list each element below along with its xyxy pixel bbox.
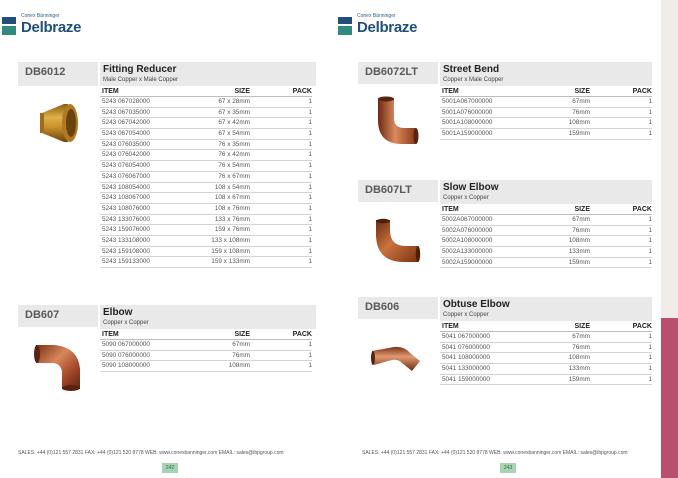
cell-size: 67 x 35mm bbox=[218, 108, 250, 116]
cell-item: 5243 133108000 bbox=[102, 236, 150, 244]
table-header bbox=[440, 205, 652, 215]
product-table bbox=[440, 205, 652, 268]
table-row bbox=[100, 161, 312, 172]
product-subtitle: Copper x Male Copper bbox=[443, 77, 504, 83]
cell-pack: 1 bbox=[648, 216, 652, 223]
cell-pack: 1 bbox=[648, 130, 652, 138]
cell-item: 5090 067000000 bbox=[102, 341, 150, 348]
table-row bbox=[100, 247, 312, 258]
cell-pack: 1 bbox=[308, 130, 312, 138]
col-pack: PACK bbox=[632, 323, 652, 330]
cell-size: 76mm bbox=[572, 226, 590, 234]
cell-item: 5243 108054000 bbox=[102, 183, 150, 191]
table-row bbox=[440, 375, 652, 386]
product-header bbox=[100, 62, 316, 86]
product-table bbox=[440, 87, 652, 140]
col-size: SIZE bbox=[234, 331, 250, 338]
table-row bbox=[440, 236, 652, 247]
cell-item: 5001A108000000 bbox=[442, 119, 493, 127]
table-row bbox=[100, 150, 312, 161]
cell-size: 133 x 76mm bbox=[214, 215, 250, 223]
cell-item: 5243 133076000 bbox=[102, 215, 150, 223]
cell-item: 5243 067035000 bbox=[102, 108, 150, 116]
product-header bbox=[100, 305, 316, 329]
page-number: 243 bbox=[500, 463, 516, 473]
cell-pack: 1 bbox=[648, 248, 652, 256]
table-row bbox=[100, 215, 312, 226]
brand-name: Delbraze bbox=[21, 19, 82, 36]
cell-size: 108 x 67mm bbox=[214, 194, 250, 202]
cell-item: 5001A159000000 bbox=[442, 130, 493, 138]
table-row bbox=[100, 118, 312, 129]
table-row bbox=[100, 351, 312, 362]
cell-pack: 1 bbox=[308, 362, 312, 370]
product-code: DB607 bbox=[18, 305, 98, 327]
cell-size: 67mm bbox=[572, 216, 590, 223]
cell-pack: 1 bbox=[308, 258, 312, 266]
product-subtitle: Copper x Copper bbox=[443, 195, 489, 201]
brand-logo bbox=[2, 14, 81, 35]
cell-pack: 1 bbox=[308, 194, 312, 202]
cell-item: 5243 108067000 bbox=[102, 194, 150, 202]
cell-pack: 1 bbox=[308, 351, 312, 359]
cell-pack: 1 bbox=[308, 215, 312, 223]
cell-item: 5243 067042000 bbox=[102, 119, 150, 127]
cell-pack: 1 bbox=[648, 258, 652, 266]
table-header bbox=[100, 330, 312, 340]
cell-item: 5243 076067000 bbox=[102, 172, 150, 180]
page-number: 242 bbox=[162, 463, 178, 473]
cell-size: 108mm bbox=[568, 237, 590, 245]
table-row bbox=[100, 257, 312, 268]
cell-pack: 1 bbox=[648, 333, 652, 340]
table-row bbox=[100, 193, 312, 204]
table-row bbox=[100, 183, 312, 194]
table-row bbox=[440, 364, 652, 375]
cell-pack: 1 bbox=[648, 98, 652, 105]
product-subtitle: Male Copper x Male Copper bbox=[103, 77, 179, 83]
street-bend-image bbox=[370, 96, 420, 148]
product-subtitle: Copper x Copper bbox=[103, 320, 149, 326]
col-size: SIZE bbox=[574, 88, 590, 95]
elbow-fitting-image bbox=[32, 339, 86, 393]
product-header bbox=[440, 62, 652, 86]
cell-item: 5243 076042000 bbox=[102, 151, 150, 159]
cell-pack: 1 bbox=[648, 375, 652, 383]
table-row bbox=[440, 118, 652, 129]
product-header bbox=[440, 297, 652, 321]
table-row bbox=[100, 225, 312, 236]
cell-item: 5002A108000000 bbox=[442, 237, 493, 245]
cell-item: 5090 108000000 bbox=[102, 362, 150, 370]
footer-contact: SALES: +44 (0)121 557 2831 FAX: +44 (0)121 520 8778 WEB: www.conexbanninger.com EMAIL: sales@ibpgroup.com bbox=[18, 450, 284, 456]
cell-item: 5243 067028000 bbox=[102, 98, 150, 105]
table-row bbox=[440, 97, 652, 108]
cell-item: 5041 133000000 bbox=[442, 365, 490, 373]
product-code: DB6072LT bbox=[358, 62, 438, 84]
cell-pack: 1 bbox=[308, 151, 312, 159]
col-pack: PACK bbox=[292, 88, 312, 95]
obtuse-elbow-image bbox=[370, 343, 422, 373]
table-row bbox=[100, 204, 312, 215]
cell-item: 5243 159108000 bbox=[102, 247, 150, 255]
cell-size: 67 x 28mm bbox=[218, 98, 250, 105]
col-size: SIZE bbox=[234, 88, 250, 95]
cell-size: 108mm bbox=[568, 119, 590, 127]
cell-pack: 1 bbox=[308, 204, 312, 212]
table-row bbox=[100, 140, 312, 151]
cell-size: 159mm bbox=[568, 130, 590, 138]
cell-size: 67 x 54mm bbox=[218, 130, 250, 138]
col-item: ITEM bbox=[102, 331, 119, 338]
product-title: Obtuse Elbow bbox=[443, 299, 510, 310]
cell-size: 76 x 54mm bbox=[218, 162, 250, 170]
cell-size: 159mm bbox=[568, 375, 590, 383]
cell-pack: 1 bbox=[308, 226, 312, 234]
cell-size: 67mm bbox=[572, 98, 590, 105]
table-row bbox=[440, 332, 652, 343]
cell-item: 5243 159076000 bbox=[102, 226, 150, 234]
cell-pack: 1 bbox=[308, 140, 312, 148]
cell-size: 67mm bbox=[572, 333, 590, 340]
cell-pack: 1 bbox=[308, 172, 312, 180]
cell-size: 159 x 133mm bbox=[211, 258, 250, 266]
cell-size: 159 x 108mm bbox=[211, 247, 250, 255]
table-row bbox=[440, 108, 652, 119]
slow-elbow-image bbox=[372, 216, 422, 266]
cell-size: 76 x 35mm bbox=[218, 140, 250, 148]
footer-contact: SALES: +44 (0)121 557 2831 FAX: +44 (0)121 520 8778 WEB: www.conexbanninger.com EMAIL: sales@ibpgroup.com bbox=[362, 450, 628, 456]
cell-item: 5243 076054000 bbox=[102, 162, 150, 170]
col-item: ITEM bbox=[442, 88, 459, 95]
col-size: SIZE bbox=[574, 206, 590, 213]
cell-pack: 1 bbox=[648, 365, 652, 373]
table-row bbox=[100, 97, 312, 108]
product-code: DB607LT bbox=[358, 180, 438, 202]
product-title: Elbow bbox=[103, 307, 133, 318]
cell-size: 133mm bbox=[568, 365, 590, 373]
table-row bbox=[100, 172, 312, 183]
table-header bbox=[440, 87, 652, 97]
table-row bbox=[100, 236, 312, 247]
reducer-fitting-image bbox=[38, 100, 86, 146]
cell-item: 5002A133000000 bbox=[442, 248, 493, 256]
cell-item: 5002A067000000 bbox=[442, 216, 493, 223]
cell-size: 108mm bbox=[568, 354, 590, 362]
table-row bbox=[440, 129, 652, 140]
cell-size: 159mm bbox=[568, 258, 590, 266]
cell-size: 76mm bbox=[572, 108, 590, 116]
cell-item: 5041 067000000 bbox=[442, 333, 490, 340]
cell-item: 5041 076000000 bbox=[442, 343, 490, 351]
col-item: ITEM bbox=[442, 323, 459, 330]
cell-pack: 1 bbox=[308, 98, 312, 105]
cell-size: 133mm bbox=[568, 248, 590, 256]
cell-item: 5002A159000000 bbox=[442, 258, 493, 266]
table-row bbox=[440, 247, 652, 258]
cell-pack: 1 bbox=[308, 162, 312, 170]
table-row bbox=[440, 343, 652, 354]
col-pack: PACK bbox=[292, 331, 312, 338]
cell-pack: 1 bbox=[308, 183, 312, 191]
cell-item: 5001A067000000 bbox=[442, 98, 493, 105]
table-row bbox=[440, 258, 652, 269]
cell-item: 5041 108000000 bbox=[442, 354, 490, 362]
cell-pack: 1 bbox=[308, 236, 312, 244]
table-row bbox=[100, 129, 312, 140]
product-title: Slow Elbow bbox=[443, 182, 499, 193]
cell-item: 5002A076000000 bbox=[442, 226, 493, 234]
cell-item: 5090 076000000 bbox=[102, 351, 150, 359]
brand-logo bbox=[338, 14, 417, 35]
product-code: DB606 bbox=[358, 297, 438, 319]
cell-pack: 1 bbox=[648, 119, 652, 127]
product-table bbox=[440, 322, 652, 385]
table-row bbox=[440, 215, 652, 226]
cell-size: 159 x 76mm bbox=[214, 226, 250, 234]
table-header bbox=[100, 87, 312, 97]
cell-size: 108 x 54mm bbox=[214, 183, 250, 191]
cell-size: 133 x 108mm bbox=[211, 236, 250, 244]
table-header bbox=[440, 322, 652, 332]
table-row bbox=[100, 340, 312, 351]
table-row bbox=[100, 361, 312, 372]
cell-pack: 1 bbox=[308, 341, 312, 348]
cell-size: 76 x 42mm bbox=[218, 151, 250, 159]
product-title: Street Bend bbox=[443, 64, 500, 75]
col-size: SIZE bbox=[574, 323, 590, 330]
cell-pack: 1 bbox=[648, 237, 652, 245]
cell-item: 5243 076035000 bbox=[102, 140, 150, 148]
cell-size: 76 x 67mm bbox=[218, 172, 250, 180]
cell-pack: 1 bbox=[648, 354, 652, 362]
cell-pack: 1 bbox=[648, 108, 652, 116]
col-pack: PACK bbox=[632, 88, 652, 95]
table-row bbox=[100, 108, 312, 119]
cell-size: 67mm bbox=[232, 341, 250, 348]
col-pack: PACK bbox=[632, 206, 652, 213]
product-title: Fitting Reducer bbox=[103, 64, 177, 75]
cell-size: 76mm bbox=[572, 343, 590, 351]
left-page bbox=[0, 0, 336, 478]
table-row bbox=[440, 353, 652, 364]
brand-name: Delbraze bbox=[357, 19, 418, 36]
cell-item: 5041 159000000 bbox=[442, 375, 490, 383]
cell-item: 5001A076000000 bbox=[442, 108, 493, 116]
brand-subtitle: Conex Bänninger bbox=[21, 13, 60, 19]
logo-mark-icon bbox=[2, 17, 16, 35]
page-edge-tab bbox=[661, 318, 678, 478]
cell-size: 76mm bbox=[232, 351, 250, 359]
col-item: ITEM bbox=[442, 206, 459, 213]
brand-subtitle: Conex Bänninger bbox=[357, 13, 396, 19]
cell-item: 5243 067054000 bbox=[102, 130, 150, 138]
logo-mark-icon bbox=[338, 17, 352, 35]
product-header bbox=[440, 180, 652, 204]
product-subtitle: Copper x Copper bbox=[443, 312, 489, 318]
product-code: DB6012 bbox=[18, 62, 98, 86]
product-table bbox=[100, 87, 312, 268]
table-row bbox=[440, 226, 652, 237]
cell-pack: 1 bbox=[648, 226, 652, 234]
cell-pack: 1 bbox=[308, 247, 312, 255]
cell-pack: 1 bbox=[648, 343, 652, 351]
product-table bbox=[100, 330, 312, 372]
cell-item: 5243 108076000 bbox=[102, 204, 150, 212]
cell-size: 67 x 42mm bbox=[218, 119, 250, 127]
cell-size: 108 x 76mm bbox=[214, 204, 250, 212]
col-item: ITEM bbox=[102, 88, 119, 95]
cell-pack: 1 bbox=[308, 108, 312, 116]
right-page bbox=[336, 0, 661, 478]
cell-size: 108mm bbox=[228, 362, 250, 370]
cell-pack: 1 bbox=[308, 119, 312, 127]
cell-item: 5243 159133000 bbox=[102, 258, 150, 266]
